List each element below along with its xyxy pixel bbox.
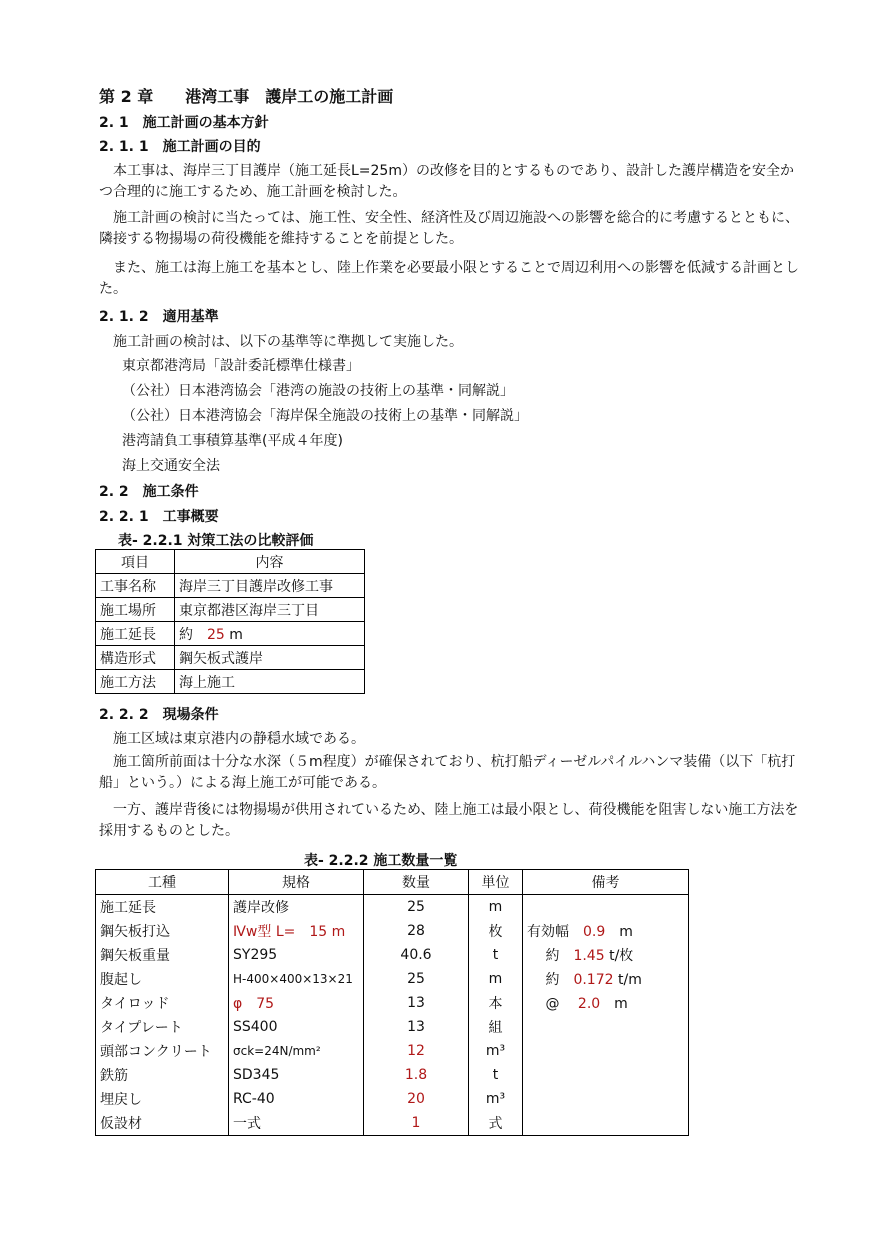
cell-kind: 施工延長 [96, 895, 229, 920]
cell-kind: 鋼矢板重量 [96, 943, 229, 967]
paragraph-policy: 施工計画の検討に当たっては、施工性、安全性、経済性及び周辺施設への影響を総合的に考慮するとともに、隣接する物揚場の荷役機能を維持することを前提とした。 [99, 210, 799, 247]
table-row [96, 895, 689, 920]
cell-unit: m³ [469, 1039, 523, 1063]
paragraph-purpose: 本工事は、海岸三丁目護岸（施工延長L=25m）の改修を目的とするものであり、設計した護岸構造を安全かつ合理的に施工するため、施工計画を検討した。 [99, 163, 794, 200]
cell-unit: t [469, 1063, 523, 1087]
cell-kind: 腹起し [96, 967, 229, 991]
section-2-2-2-heading: 2. 2. 2 現場条件 [99, 707, 219, 723]
standard-item: 港湾請負工事積算基準(平成４年度) [122, 433, 343, 449]
cell-note [523, 1111, 689, 1136]
table-cell-value: 東京都港区海岸三丁目 [175, 598, 365, 622]
cell-kind: 鉄筋 [96, 1063, 229, 1087]
table-header-cell: 項目 [96, 550, 175, 574]
table-row [96, 967, 689, 991]
table-cell-item: 施工場所 [96, 598, 175, 622]
cell-spec: φ 75 [229, 991, 364, 1015]
table-row [96, 919, 689, 943]
cell-unit: 式 [469, 1111, 523, 1136]
table-row [96, 1111, 689, 1136]
value-number: 25 [207, 626, 225, 643]
cell-qty: 40.6 [364, 943, 469, 967]
cell-spec: 一式 [229, 1111, 364, 1136]
cell-spec: SD345 [229, 1063, 364, 1087]
cell-qty: 13 [364, 1015, 469, 1039]
cell-spec: Ⅳw型 L= 15 m [229, 919, 364, 943]
table-row [96, 943, 689, 967]
cell-note [523, 967, 689, 991]
paragraph-standards-intro: 施工計画の検討は、以下の基準等に準拠して実施した。 [113, 334, 463, 350]
cell-note [523, 895, 689, 920]
table-row [96, 1087, 689, 1111]
table-header-cell: 数量 [364, 870, 469, 895]
table-cell-value: 海上施工 [175, 670, 365, 694]
table-cell-value [175, 622, 365, 646]
cell-qty: 1.8 [364, 1063, 469, 1087]
cell-unit: m [469, 967, 523, 991]
cell-kind: タイプレート [96, 1015, 229, 1039]
table-1-caption: 表- 2.2.1 対策工法の比較評価 [118, 533, 314, 549]
table-row [96, 991, 689, 1015]
note-number: 2.0 [577, 996, 601, 1012]
table-row [96, 1039, 689, 1063]
cell-qty: 13 [364, 991, 469, 1015]
table-header-cell: 工種 [96, 870, 229, 895]
section-2-2-1-heading: 2. 2. 1 工事概要 [99, 509, 219, 525]
standard-item: （公社）日本港湾協会「海岸保全施設の技術上の基準・同解説」 [122, 408, 528, 424]
note-number: 0.9 [583, 924, 606, 940]
note-number: 1.45 [573, 948, 605, 964]
cell-qty: 12 [364, 1039, 469, 1063]
table-row [96, 670, 365, 694]
section-2-1-heading: 2. 1 施工計画の基本方針 [99, 115, 269, 131]
note-number: 0.172 [573, 972, 614, 988]
cell-unit: 本 [469, 991, 523, 1015]
note-unit: t/枚 [604, 948, 634, 964]
standard-item: 海上交通安全法 [122, 458, 220, 474]
table-row [96, 1063, 689, 1087]
table-header-row [96, 550, 365, 574]
standard-item: （公社）日本港湾協会「港湾の施設の技術上の基準・同解説」 [122, 383, 514, 399]
note-prefix: 約 [527, 948, 574, 964]
cell-qty: 1 [364, 1111, 469, 1136]
cell-spec: RC-40 [229, 1087, 364, 1111]
note-unit: t/m [613, 972, 642, 988]
cell-note [523, 1039, 689, 1063]
value-prefix: 約 [179, 626, 207, 643]
table-row [96, 646, 365, 670]
note-unit: m [600, 996, 628, 1012]
table-row [96, 1015, 689, 1039]
table-header-cell: 内容 [175, 550, 365, 574]
cell-unit: 枚 [469, 919, 523, 943]
section-2-1-2-heading: 2. 1. 2 適用基準 [99, 309, 219, 325]
cell-spec: 護岸改修 [229, 895, 364, 920]
cell-note [523, 1087, 689, 1111]
cell-qty: 20 [364, 1087, 469, 1111]
cell-qty: 28 [364, 919, 469, 943]
cell-spec: SS400 [229, 1015, 364, 1039]
paragraph-site-area: 施工区域は東京港内の静穏水域である。 [113, 731, 365, 747]
paragraph-land-restriction: 一方、護岸背後には物揚場が供用されているため、陸上施工は最小限とし、荷役機能を阻害しない施工方法を採用するものとした。 [99, 802, 799, 839]
cell-kind: 埋戻し [96, 1087, 229, 1111]
cell-note [523, 943, 689, 967]
table-header-cell: 備考 [523, 870, 689, 895]
cell-note [523, 919, 689, 943]
cell-note [523, 1063, 689, 1087]
cell-qty: 25 [364, 967, 469, 991]
cell-note [523, 991, 689, 1015]
table-cell-item: 工事名称 [96, 574, 175, 598]
paragraph-water-depth: 施工箇所前面は十分な水深（５m程度）が確保されており、杭打船ディーゼルパイルハンマ装備（以下「杭打船」という。）による海上施工が可能である。 [99, 754, 796, 791]
cell-kind: 仮設材 [96, 1111, 229, 1136]
cell-qty: 25 [364, 895, 469, 920]
section-2-1-1-heading: 2. 1. 1 施工計画の目的 [99, 139, 261, 155]
value-unit: m [224, 626, 243, 643]
chapter-title: 第 2 章 港湾工事 護岸工の施工計画 [99, 87, 394, 106]
cell-spec: SY295 [229, 943, 364, 967]
cell-unit: m [469, 895, 523, 920]
table-row [96, 598, 365, 622]
table-header-cell: 単位 [469, 870, 523, 895]
table-construction-quantities [95, 869, 689, 1136]
cell-spec: σck=24N/mm² [229, 1039, 364, 1063]
cell-unit: m³ [469, 1087, 523, 1111]
section-2-2-heading: 2. 2 施工条件 [99, 484, 199, 500]
cell-unit: t [469, 943, 523, 967]
table-row [96, 574, 365, 598]
cell-kind: 鋼矢板打込 [96, 919, 229, 943]
table-header-cell: 規格 [229, 870, 364, 895]
table-header-row [96, 870, 689, 895]
table-cell-item: 構造形式 [96, 646, 175, 670]
table-cell-value: 海岸三丁目護岸改修工事 [175, 574, 365, 598]
table-project-overview [95, 549, 365, 694]
cell-kind: 頭部コンクリート [96, 1039, 229, 1063]
table-row [96, 622, 365, 646]
table-cell-value: 鋼矢板式護岸 [175, 646, 365, 670]
note-prefix: @ [527, 996, 578, 1012]
cell-note [523, 1015, 689, 1039]
cell-spec: H-400×400×13×21 [229, 967, 364, 991]
standard-item: 東京都港湾局「設計委託標準仕様書」 [122, 358, 360, 374]
table-cell-item: 施工方法 [96, 670, 175, 694]
cell-kind: タイロッド [96, 991, 229, 1015]
note-prefix: 有効幅 [527, 924, 583, 940]
table-cell-item: 施工延長 [96, 622, 175, 646]
paragraph-marine-work: また、施工は海上施工を基本とし、陸上作業を必要最小限とすることで周辺利用への影響を低減する計画とした。 [99, 260, 799, 297]
table-2-caption: 表- 2.2.2 施工数量一覧 [304, 853, 458, 869]
note-unit: m [605, 924, 633, 940]
cell-unit: 組 [469, 1015, 523, 1039]
note-prefix: 約 [527, 972, 574, 988]
